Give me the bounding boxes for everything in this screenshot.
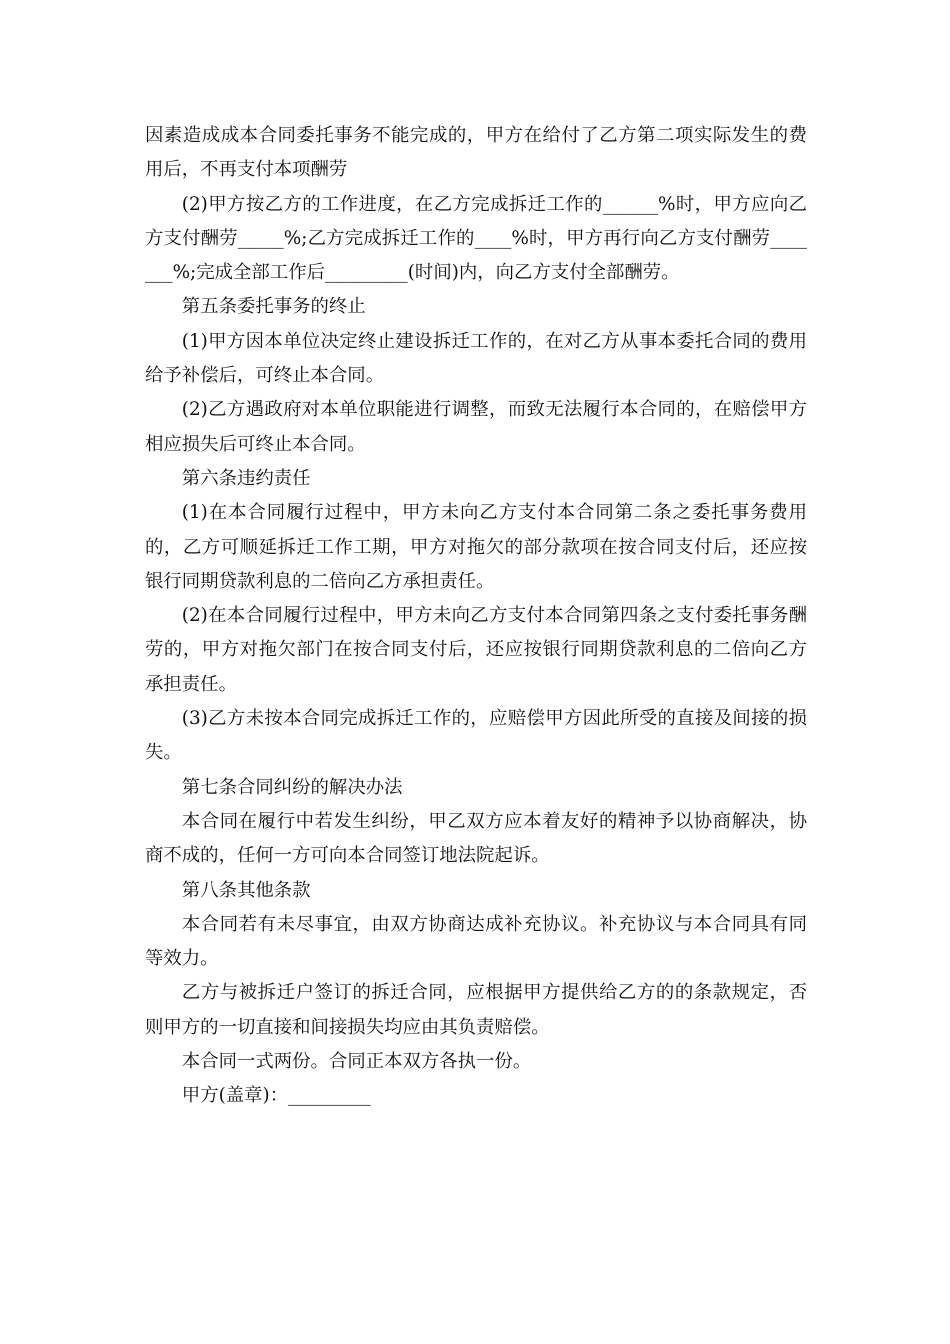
article-6-clause-1: (1)在本合同履行过程中，甲方未向乙方支付本合同第二条之委托事务费用的，乙方可顺延拆迁工作工期，甲方对拖欠的部分款项在按合同支付后，还应按银行同期贷款利息的二倍向乙方承担责任。 — [145, 502, 807, 592]
article-5-clause-1: (1)甲方因本单位决定终止建设拆迁工作的，在对乙方从事本委托合同的费用给予补偿后，可终止本合同。 — [145, 330, 807, 387]
copies-statement: 本合同一式两份。合同正本双方各执一份。 — [181, 1051, 532, 1073]
document-page — [145, 119, 807, 1114]
article-6-heading: 第六条违约责任 — [181, 467, 311, 489]
party-a-signature-line: 甲方(盖章)：_________ — [181, 1085, 371, 1107]
article-7-body: 本合同在履行中若发生纠纷，甲乙双方应本着友好的精神予以协商解决，协商不成的，任何一方可向本合同签订地法院起诉。 — [145, 810, 807, 867]
paragraph-payment-schedule: (2)甲方按乙方的工作进度，在乙方完成拆迁工作的______%时，甲方应向乙方支付酬劳_____%;乙方完成拆迁工作的____%时，甲方再行向乙方支付酬劳_______%;完成全部工作后_________(时间)内，向乙方支付全部酬劳。 — [145, 193, 807, 284]
paragraph-continuation: 因素造成成本合同委托事务不能完成的，甲方在给付了乙方第二项实际发生的费用后，不再支付本项酬劳 — [145, 125, 807, 181]
article-5-heading: 第五条委托事务的终止 — [181, 296, 366, 318]
article-6-clause-3: (3)乙方未按本合同完成拆迁工作的，应赔偿甲方因此所受的直接及间接的损失。 — [145, 708, 807, 764]
article-5-clause-2: (2)乙方遇政府对本单位职能进行调整，而致无法履行本合同的，在赔偿甲方相应损失后可终止本合同。 — [145, 399, 807, 455]
article-8-heading: 第八条其他条款 — [181, 879, 311, 901]
article-8-body-2: 乙方与被拆迁户签订的拆迁合同，应根据甲方提供给乙方的的条款规定，否则甲方的一切直接和间接损失均应由其负责赔偿。 — [145, 982, 807, 1038]
article-6-clause-2: (2)在本合同履行过程中，甲方未向乙方支付本合同第四条之支付委托事务酬劳的，甲方对拖欠部门在按合同支付后，还应按银行同期贷款利息的二倍向乙方承担责任。 — [145, 605, 807, 695]
article-7-heading: 第七条合同纠纷的解决办法 — [181, 776, 403, 798]
article-8-body-1: 本合同若有未尽事宜，由双方协商达成补充协议。补充协议与本合同具有同等效力。 — [145, 913, 807, 970]
